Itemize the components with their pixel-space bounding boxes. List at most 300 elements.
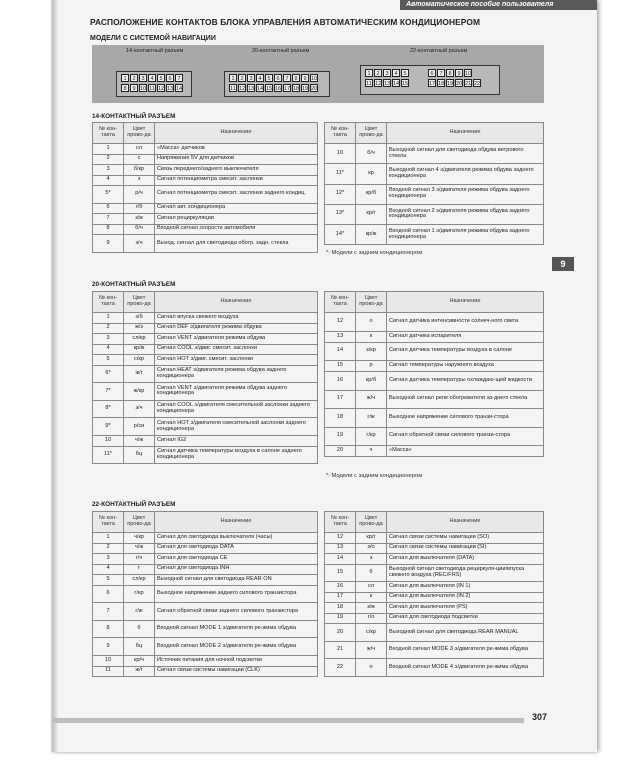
pin-number: 13*	[325, 204, 356, 224]
pin-purpose: Выходной сигнал для светодиода REAR MANUAL	[387, 624, 544, 642]
pin-number: 22	[325, 659, 356, 677]
table-row	[93, 400, 318, 418]
pin-purpose: Сигнал HEAT э/двигателя режима обдува заднего кондиционера	[155, 365, 318, 383]
pin-purpose: Сигнал датчика температуры воздуха в салоне заднего кондиционера	[155, 446, 318, 464]
connector-pin: 18	[293, 86, 300, 92]
pin-purpose: Входной сигнал 3 э/двигателя режима обдува заднего кондиционера	[387, 184, 544, 204]
pin-number: 21	[325, 641, 356, 659]
pin-number: 15	[325, 564, 356, 582]
pin-purpose: Выходной сигнал для светодиода REAR ON	[155, 575, 318, 586]
table-row	[93, 564, 318, 575]
header-num: № кон-такта	[93, 292, 124, 313]
connector-pin: 6	[166, 74, 174, 82]
pin-number: 1	[93, 313, 124, 324]
connector-pin: 16	[275, 86, 282, 92]
section-20-title: 20-КОНТАКТНЫЙ РАЗЪЕМ	[92, 281, 176, 288]
pin-number: 13	[325, 543, 356, 554]
table-row	[93, 543, 318, 554]
connector-pin: 2	[374, 69, 382, 77]
wire-color: кр	[356, 164, 387, 184]
table-row	[325, 592, 544, 603]
connector-pin: 7	[175, 74, 183, 82]
table-row	[325, 144, 544, 164]
table-22-left	[92, 511, 318, 677]
connector-pin: 17	[284, 86, 291, 92]
table-header-row	[93, 512, 318, 533]
pin-purpose: Сигнал для светодиода DATA	[155, 543, 318, 554]
connector-pin: 19	[447, 81, 454, 87]
pin-purpose: «Масса»	[387, 446, 544, 457]
connector-pin: 18	[438, 81, 445, 87]
page-title: РАСПОЛОЖЕНИЕ КОНТАКТОВ БЛОКА УПРАВЛЕНИЯ АВТОМАТИЧЕСКИМ КОНДИЦИОНЕРОМ	[90, 17, 481, 27]
wire-color: з	[356, 554, 387, 565]
header-color: Цвет прово-да	[356, 512, 387, 533]
connector-pin: 4	[256, 74, 264, 82]
pin-number: 17	[325, 390, 356, 409]
table-row	[93, 603, 318, 621]
wire-color: ч/ж	[124, 543, 155, 554]
table-row	[325, 624, 544, 642]
pin-number: 18	[325, 409, 356, 428]
connector-pin: 10	[311, 76, 318, 82]
pin-number: 12	[325, 533, 356, 544]
connector-pin: 21	[465, 81, 472, 87]
connector-pin: 2	[130, 74, 138, 82]
connector-pin: 13	[167, 86, 174, 92]
pin-number: 4	[93, 564, 124, 575]
connector-pin: 6	[428, 69, 436, 77]
section-14-title: 14-КОНТАКТНЫЙ РАЗЪЕМ	[92, 113, 176, 120]
pin-purpose: Сигнал для светодиода подсветки	[387, 613, 544, 624]
pin-purpose: Сигнал обратной связи силового транзи-стора	[387, 427, 544, 446]
pin-purpose: Входной сигнал 1 э/двигателя режима обдува заднего кондиционера	[387, 225, 544, 245]
wire-color: б/ч	[124, 224, 155, 235]
wire-color: г/ж	[356, 409, 387, 428]
table-row	[325, 184, 544, 204]
connector-pin: 1	[229, 74, 237, 82]
table-row	[325, 613, 544, 624]
wire-color: кр/г	[356, 533, 387, 544]
pin-purpose: Входной сигнал скорости автомобиля	[155, 224, 318, 235]
wire-color: с	[124, 154, 155, 165]
pin-number: 1	[93, 144, 124, 155]
pin-number: 19	[325, 427, 356, 446]
wire-color: г/ж	[124, 603, 155, 621]
wire-color: г/б	[124, 203, 155, 214]
wire-color: б	[124, 620, 155, 638]
wire-color: р/ч	[124, 186, 155, 204]
table-row	[93, 656, 318, 667]
pin-number: 5	[93, 575, 124, 586]
wire-color: г/кр	[124, 585, 155, 603]
table-row	[93, 224, 318, 235]
table-row	[93, 334, 318, 345]
table-row	[93, 165, 318, 176]
connector-pin: 12	[375, 81, 382, 87]
wire-color: ж/г	[124, 666, 155, 677]
pin-number: 14*	[325, 225, 356, 245]
pin-purpose: Сигнал обратной связи заднего силового транзистора	[155, 603, 318, 621]
table-row	[93, 313, 318, 324]
header-color: Цвет прово-да	[124, 123, 155, 144]
table-row	[325, 225, 544, 245]
pin-purpose: Сигнал для выключателя (PS)	[387, 603, 544, 614]
pin-number: 10	[93, 656, 124, 667]
pin-purpose: Сигнал COOL э/двиг. смесит. заслонки	[155, 344, 318, 355]
pin-purpose: Сигнал авт. кондиционера	[155, 203, 318, 214]
pin-number: 11*	[93, 446, 124, 464]
table-row	[93, 585, 318, 603]
wire-color: г/о	[356, 613, 387, 624]
wire-color: ч	[356, 446, 387, 457]
table-20-left	[92, 291, 318, 464]
connector-pin: 4	[148, 74, 156, 82]
pin-purpose: Сигнал VENT э/двигателя режима обдува	[155, 334, 318, 345]
wire-color: з/б	[124, 313, 155, 324]
wire-color: кр/ж	[356, 225, 387, 245]
connector-pin: 1	[365, 69, 373, 77]
header-color: Цвет прово-да	[124, 292, 155, 313]
pin-number: 12*	[325, 184, 356, 204]
pin-purpose: Сигнал HOT э/двиг. смесит. заслонки	[155, 355, 318, 366]
table-22-right	[324, 511, 544, 677]
pin-number: 5*	[93, 186, 124, 204]
pin-purpose: Сигнал для выключателя (IN 1)	[387, 582, 544, 593]
pin-number: 11*	[325, 164, 356, 184]
wire-color: р	[356, 361, 387, 372]
pin-number: 12	[325, 313, 356, 332]
wire-color: б/ч	[356, 144, 387, 164]
header-num: № кон-такта	[93, 123, 124, 144]
wire-color: г/ч	[124, 554, 155, 565]
pin-number: 8	[93, 620, 124, 638]
header-purpose: Назначение	[387, 292, 544, 313]
note-20: *: Модели с задним кондиционером	[326, 473, 423, 479]
connector-pin: 8	[121, 84, 129, 92]
footer-rule	[52, 718, 524, 723]
pin-purpose: Сигнал датчика температуры воздуха в салоне	[387, 342, 544, 361]
connector-pin: 11	[230, 86, 236, 92]
table-row	[325, 313, 544, 332]
wire-color: о	[356, 313, 387, 332]
table-row	[325, 543, 544, 554]
connector-pin: 3	[247, 74, 255, 82]
pin-number: 2	[93, 323, 124, 334]
table-row	[93, 235, 318, 253]
table-row	[325, 659, 544, 677]
table-header-row	[93, 123, 318, 144]
pin-purpose: Сигнал DEF э/двигателя режима обдува	[155, 323, 318, 334]
wire-color: з	[124, 175, 155, 186]
wire-color: з/о	[356, 543, 387, 554]
table-14-left	[92, 122, 318, 253]
table-row	[325, 603, 544, 614]
pin-purpose: Выходной сигнал светодиода рециркуля-ции/впуска свежего воздуха (REC/FRS)	[387, 564, 544, 582]
pin-number: 4	[93, 344, 124, 355]
table-row	[325, 342, 544, 361]
connector-pin: 14	[393, 81, 400, 87]
connector-pin: 9	[455, 69, 463, 77]
pin-number: 18	[325, 603, 356, 614]
table-row	[93, 638, 318, 656]
table-header-row	[325, 123, 544, 144]
table-row	[93, 365, 318, 383]
pin-number: 3	[93, 334, 124, 345]
connector-pin: 5	[401, 69, 409, 77]
pin-purpose: Сигнал для выключателя (IN 2)	[387, 592, 544, 603]
wire-color: с/кр	[356, 624, 387, 642]
pin-purpose: Сигнал связи системы навигации (CLK)	[155, 666, 318, 677]
connector-pin: 8	[292, 74, 300, 82]
table-row	[325, 582, 544, 593]
wire-color: г	[124, 564, 155, 575]
pin-purpose: Сигнал IG2	[155, 436, 318, 447]
table-header-row	[325, 292, 544, 313]
connector-pin: 14	[257, 86, 264, 92]
table-row	[93, 554, 318, 565]
pin-number: 15	[325, 361, 356, 372]
wire-color: ж/г	[124, 365, 155, 383]
pin-purpose: Сигнал рециркуляции	[155, 214, 318, 225]
connector-pin: 6	[274, 74, 282, 82]
table-row	[325, 361, 544, 372]
connector-20	[224, 71, 330, 97]
pin-purpose: Сигнал для выключателя (DATA)	[387, 554, 544, 565]
wire-color: кр/г	[356, 204, 387, 224]
pin-purpose: Сигнал потенциометра смесит. заслонки заднего кондиц.	[155, 186, 318, 204]
note-14: *: Модели с задним кондиционером	[326, 250, 423, 256]
table-row	[325, 372, 544, 391]
wire-color: с/кр	[124, 355, 155, 366]
pin-number: 3	[93, 165, 124, 176]
page-edge	[52, 0, 58, 752]
header-purpose: Назначение	[387, 512, 544, 533]
wire-color: ч/кр	[124, 533, 155, 544]
pin-number: 6*	[93, 365, 124, 383]
connector-pin: 20	[456, 81, 463, 87]
connector-pin: 4	[392, 69, 400, 77]
connector-20-label: 20-контактный разъем	[252, 48, 310, 54]
pin-purpose: Сигнал для светодиода CE	[155, 554, 318, 565]
table-row	[325, 564, 544, 582]
wire-color: з/кр	[356, 342, 387, 361]
manual-page	[52, 0, 597, 752]
connector-pin: 11	[366, 81, 372, 87]
pin-purpose: Входной сигнал MODE 1 э/двигателя ре-жима обдува	[155, 620, 318, 638]
connector-pin: 22	[474, 81, 481, 87]
connector-pin: 9	[130, 84, 138, 92]
pin-purpose: Связь переднего/заднего выключателя	[155, 165, 318, 176]
pin-purpose: Сигнал температуры наружного воздуха	[387, 361, 544, 372]
wire-color: р/си	[124, 418, 155, 436]
pin-number: 13	[325, 331, 356, 342]
pin-number: 10	[93, 436, 124, 447]
pin-purpose: Выходной сигнал реле обогревателя за-днего стекла	[387, 390, 544, 409]
pin-number: 3	[93, 554, 124, 565]
table-row	[325, 554, 544, 565]
wire-color: к	[356, 331, 387, 342]
header-color: Цвет прово-да	[124, 512, 155, 533]
connector-pin: 12	[158, 86, 165, 92]
connector-pin: 9	[301, 74, 309, 82]
wire-color: з/ж	[124, 214, 155, 225]
table-14-right	[324, 122, 544, 245]
table-row	[93, 575, 318, 586]
page-subtitle: МОДЕЛИ С СИСТЕМОЙ НАВИГАЦИИ	[90, 35, 216, 42]
pin-number: 17	[325, 592, 356, 603]
connector-pin: 20	[311, 86, 318, 92]
pin-purpose: Источник питания для ночной подсветки	[155, 656, 318, 667]
header-purpose: Назначение	[155, 512, 318, 533]
table-row	[325, 409, 544, 428]
table-row	[93, 344, 318, 355]
wire-color: б	[356, 564, 387, 582]
pin-purpose: Выходное напряжение силового транзи-стора	[387, 409, 544, 428]
connector-pin: 5	[157, 74, 165, 82]
pin-number: 8	[93, 224, 124, 235]
pin-number: 7	[93, 214, 124, 225]
table-header-row	[325, 512, 544, 533]
table-row	[93, 144, 318, 155]
header-num: № кон-такта	[93, 512, 124, 533]
pin-purpose: Сигнал для светодиода INH	[155, 564, 318, 575]
table-row	[325, 390, 544, 409]
table-row	[93, 383, 318, 401]
pin-purpose: Сигнал VENT э/двигателя режима обдува заднего кондиционера	[155, 383, 318, 401]
pin-purpose: Входной сигнал MODE 2 э/двигателя ре-жима обдува	[155, 638, 318, 656]
pin-number: 19	[325, 613, 356, 624]
pin-purpose: Выходное напряжение заднего силового транзистора	[155, 585, 318, 603]
table-row	[93, 154, 318, 165]
pin-number: 16	[325, 582, 356, 593]
wire-color: бц	[124, 446, 155, 464]
connector-pin: 7	[437, 69, 445, 77]
connector-pin: 5	[265, 74, 273, 82]
header-purpose: Назначение	[155, 123, 318, 144]
connector-14-label: 14-контактный разъем	[126, 48, 184, 54]
table-row	[325, 446, 544, 457]
pin-purpose: Сигнал датчика интенсивности солнеч-ного света	[387, 313, 544, 332]
pin-number: 9*	[93, 418, 124, 436]
wire-color: кр/ч	[124, 656, 155, 667]
wire-color: сл/кр	[124, 575, 155, 586]
pin-purpose: Входной сигнал 2 э/двигателя режима обдува заднего кондиционера	[387, 204, 544, 224]
pin-number: 11	[93, 666, 124, 677]
pin-number: 7	[93, 603, 124, 621]
pin-number: 6	[93, 203, 124, 214]
connector-pin: 11	[149, 86, 155, 92]
table-row	[93, 186, 318, 204]
pin-purpose: Сигнал датчика температуры охлаждаю-щей жидкости	[387, 372, 544, 391]
wire-color: ч/ж	[124, 436, 155, 447]
pin-number: 2	[93, 543, 124, 554]
table-row	[325, 427, 544, 446]
connector-pin: 17	[429, 81, 436, 87]
pin-number: 2	[93, 154, 124, 165]
pin-number: 8*	[93, 400, 124, 418]
pin-number: 20	[325, 446, 356, 457]
pin-purpose: Выход. сигнал для светодиода обогр. задн. стекла	[155, 235, 318, 253]
connector-pin: 13	[384, 81, 391, 87]
pin-purpose: Сигнал связи системы навигации (SO)	[387, 533, 544, 544]
running-header: Автоматическое пособие пользователя	[400, 0, 597, 10]
header-num: № кон-такта	[325, 512, 356, 533]
table-row	[325, 533, 544, 544]
page-number: 307	[532, 712, 548, 722]
wire-color: сл	[356, 582, 387, 593]
pin-purpose: Напряжение 5V для датчиков	[155, 154, 318, 165]
wire-color: кр/б	[356, 184, 387, 204]
pin-number: 9	[93, 235, 124, 253]
wire-color: ж/ч	[356, 641, 387, 659]
section-22-title: 22-КОНТАКТНЫЙ РАЗЪЕМ	[92, 501, 176, 508]
pin-number: 16	[325, 372, 356, 391]
connector-pin: 14	[176, 86, 183, 92]
table-row	[93, 666, 318, 677]
wire-color: з/ж	[356, 603, 387, 614]
pin-number: 4	[93, 175, 124, 186]
pin-purpose: Сигнал связи системы навигации (SI)	[387, 543, 544, 554]
table-row	[93, 323, 318, 334]
table-row	[93, 436, 318, 447]
wire-color: о	[356, 659, 387, 677]
table-row	[93, 214, 318, 225]
connector-22	[360, 65, 500, 95]
connector-pin: 3	[139, 74, 147, 82]
connector-14	[116, 71, 192, 97]
table-20-right	[324, 291, 544, 457]
table-row	[325, 331, 544, 342]
pin-purpose: Сигнал COOL э/двигателя смесительной заслонки заднего кондиционера	[155, 400, 318, 418]
connector-pin: 12	[239, 86, 246, 92]
wire-color: з/ч	[124, 400, 155, 418]
pin-purpose: Выходной сигнал для светодиода обдува ветрового стекла	[387, 144, 544, 164]
pin-number: 9	[93, 638, 124, 656]
pin-purpose: Входной сигнал MODE 3 э/двигателя ре-жима обдува	[387, 641, 544, 659]
table-row	[93, 203, 318, 214]
connector-pin: 10	[140, 86, 147, 92]
table-header-row	[93, 292, 318, 313]
table-row	[325, 641, 544, 659]
table-row	[93, 446, 318, 464]
connector-pin: 1	[121, 74, 129, 82]
pin-purpose: Выходной сигнал 4 э/двигателя режима обдува заднего кондиционера	[387, 164, 544, 184]
pin-purpose: Сигнал впуска свежего воздуха	[155, 313, 318, 324]
pin-number: 6	[93, 585, 124, 603]
table-row	[93, 533, 318, 544]
pin-number: 20	[325, 624, 356, 642]
wire-color: сл	[124, 144, 155, 155]
header-color: Цвет прово-да	[356, 292, 387, 313]
wire-color: б/кр	[124, 165, 155, 176]
wire-color: ж/кр	[124, 383, 155, 401]
wire-color: ж/ч	[356, 390, 387, 409]
header-num: № кон-такта	[325, 292, 356, 313]
connector-pin: 15	[266, 86, 273, 92]
wire-color: ж/з	[124, 323, 155, 334]
pin-number: 14	[325, 342, 356, 361]
connector-diagram	[92, 45, 544, 103]
table-row	[93, 620, 318, 638]
table-row	[93, 175, 318, 186]
connector-22-label: 22-контактный разъем	[410, 48, 468, 54]
pin-purpose: Сигнал HOT э/двигателя смесительной заслонки заднего кондиционера	[155, 418, 318, 436]
header-num: № кон-такта	[325, 123, 356, 144]
connector-pin: 3	[383, 69, 391, 77]
connector-pin: 8	[446, 69, 454, 77]
header-purpose: Назначение	[155, 292, 318, 313]
wire-color: бц	[124, 638, 155, 656]
